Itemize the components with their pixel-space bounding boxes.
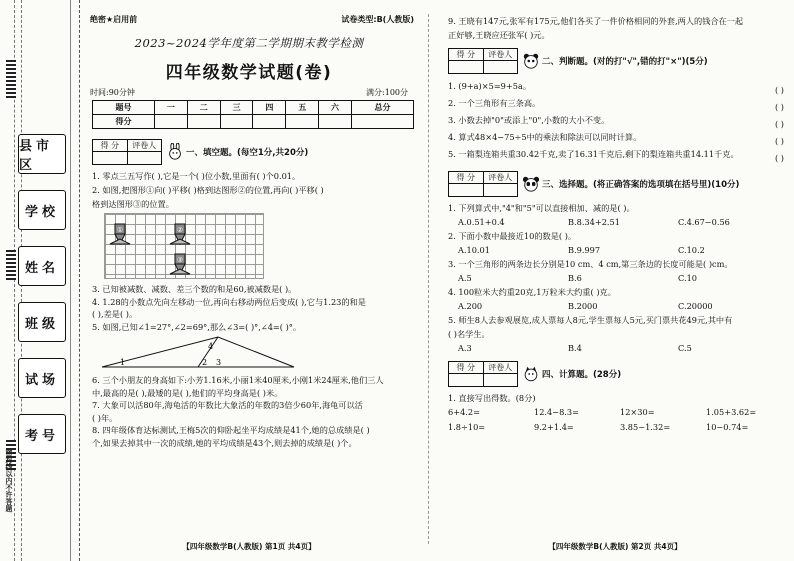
judge-answer[interactable]: ( ) <box>775 153 784 163</box>
choice-option[interactable]: C.10 <box>678 273 697 283</box>
seal-warning: 密封线以内不许答题 <box>5 448 14 512</box>
score-cell[interactable] <box>187 115 220 129</box>
question-fill-1: 1. 零点三五写作( ),它是一个( )位小数,里面有( )个0.01。 <box>92 171 301 181</box>
grade-box-score: 得 分 <box>449 362 484 373</box>
calc-item[interactable]: 10−0.74= <box>706 422 749 432</box>
score-table-header <box>93 101 414 115</box>
section-4-title: 四、计算题。(28分) <box>542 370 622 380</box>
judge-item: 4. 算式48×4−75÷5中的乘法和除法可以同时计算。 <box>448 132 642 142</box>
judge-answer[interactable]: ( ) <box>775 85 784 95</box>
choice-option[interactable]: C.20000 <box>678 301 713 311</box>
question-fill-8: 8. 四年级体育达标测试,王梅5次的仰卧起坐平均成绩是41个,她的总成绩是( ) <box>92 425 370 435</box>
score-header-cell: 五 <box>286 101 319 115</box>
meta-row <box>84 87 414 98</box>
calc-grid <box>448 405 790 435</box>
shape-1 <box>110 224 130 244</box>
shape-3 <box>170 254 190 274</box>
exam-title: 四年级数学试题(卷) <box>165 63 333 83</box>
grade-box-score-cell[interactable] <box>449 61 484 73</box>
question-fill-5: 5. 如图,已知∠1=27°,∠2=69°,那么∠3=( )°,∠4=( )°。 <box>92 321 302 332</box>
score-header-cell: 题号 <box>93 101 155 115</box>
judge-item: 1. (9+a)×5=9+5a。 <box>448 81 532 91</box>
judge-answer[interactable]: ( ) <box>775 119 784 129</box>
section-1-header <box>92 139 414 165</box>
score-cell[interactable] <box>253 115 286 129</box>
page-2 <box>440 14 790 554</box>
grade-box <box>448 361 518 387</box>
calc-item[interactable]: 9.2+1.4= <box>534 422 574 432</box>
page1-footer: 【四年级数学B(人教版) 第1页 共4页】 <box>182 542 316 551</box>
choice-option[interactable]: B.2000 <box>568 301 598 311</box>
grade-box-grader-cell[interactable] <box>484 374 518 386</box>
shape-2 <box>170 224 190 244</box>
score-cell[interactable] <box>155 115 188 129</box>
grade-box-score-cell[interactable] <box>449 184 484 196</box>
grade-box <box>448 48 518 74</box>
field-school: 学校 <box>18 190 66 230</box>
angle-label-4: 4 <box>208 342 214 351</box>
judge-answer[interactable]: ( ) <box>775 102 784 112</box>
calc-item[interactable]: 6+4.2= <box>448 407 480 417</box>
choice-options <box>458 215 790 229</box>
score-cell[interactable] <box>286 115 319 129</box>
question-fill-7: 7. 大象可以活80年,海龟活的年数比大象活的年数的3倍少60年,海龟可以活 <box>92 400 363 410</box>
judge-answer[interactable]: ( ) <box>775 136 784 146</box>
field-county: 县市区 <box>18 134 66 174</box>
section-3-title: 三、选择题。(将正确答案的选项填在括号里)(10分) <box>542 180 740 190</box>
calc-item[interactable]: 1.05+3.62= <box>706 407 757 417</box>
choice-option[interactable]: A.5 <box>458 273 472 283</box>
choice-option[interactable]: C.4.67−0.56 <box>678 217 730 227</box>
choice-option[interactable]: C.5 <box>678 343 692 353</box>
page2-footer: 【四年级数学B(人教版) 第2页 共4页】 <box>548 542 682 551</box>
grade-box-score-cell[interactable] <box>93 152 128 164</box>
choice-options <box>458 243 790 257</box>
choice-options <box>458 341 790 355</box>
field-exam-number: 考号 <box>18 414 66 454</box>
calc-intro: 1. 直接写出得数。(8分) <box>448 393 536 403</box>
full-marks-label: 满分:100分 <box>366 88 408 97</box>
question-fill-3: 3. 已知被减数、减数、差三个数的和是60,被减数是( )。 <box>92 284 297 294</box>
choice-option[interactable]: A.10.01 <box>458 245 490 255</box>
panda-mascot-icon <box>522 175 540 193</box>
choice-option[interactable]: B.6 <box>568 273 582 283</box>
bear-mascot-icon <box>522 52 540 70</box>
question-fill-6: 6. 三个小朋友的身高如下:小芳1.16米,小丽1米40厘米,小刚1米24厘米,他们三人 <box>92 375 384 385</box>
grade-box-score-cell[interactable] <box>449 374 484 386</box>
section-4-header <box>448 361 790 387</box>
grade-box-grader-cell[interactable] <box>484 61 518 73</box>
grade-box-score: 得 分 <box>93 140 128 151</box>
exam-subtitle: 2023~2024学年度第二学期期末教学检测 <box>134 36 364 50</box>
time-label: 时间:90分钟 <box>90 88 135 97</box>
choice-option[interactable]: C.10.2 <box>678 245 705 255</box>
score-header-cell: 三 <box>220 101 253 115</box>
section-1-title: 一、填空题。(每空1分,共20分) <box>186 148 309 158</box>
judge-item: 3. 小数去掉"0"或添上"0",小数的大小不变。 <box>448 115 610 125</box>
section-2-title: 二、判断题。(对的打"√",错的打"×")(5分) <box>542 57 708 67</box>
question-fill-4-cont: ( ),差是( )。 <box>92 309 138 319</box>
binding-strip <box>0 0 80 561</box>
choice-option[interactable]: A.200 <box>458 301 483 311</box>
question-fill-8-cont: 个,如果去掉其中一次的成绩,她的平均成绩是43个,则去掉的成绩是( )个。 <box>92 437 357 448</box>
score-table-row <box>93 115 414 129</box>
calc-item[interactable]: 12×30= <box>620 407 655 417</box>
score-header-cell: 六 <box>319 101 352 115</box>
calc-item[interactable]: 12.4−8.3= <box>534 407 579 417</box>
question-fill-2-cont: 格到达图形③的位置。 <box>92 199 174 209</box>
score-header-cell: 总分 <box>351 101 413 115</box>
choice-option[interactable]: B.8.34+2.51 <box>568 217 620 227</box>
judge-list <box>440 78 790 163</box>
angle-triangle-figure <box>98 335 298 371</box>
grade-box <box>448 171 518 197</box>
choice-option[interactable]: B.9.997 <box>568 245 601 255</box>
cat-mascot-icon <box>522 365 540 383</box>
grade-box-grader-cell[interactable] <box>484 184 518 196</box>
grade-box-grader: 评卷人 <box>488 363 513 372</box>
question-fill-7-cont: ( )年。 <box>92 412 118 423</box>
score-cell[interactable] <box>351 115 413 129</box>
page-divider <box>428 14 429 544</box>
grade-box-score: 得 分 <box>449 49 484 60</box>
grade-box-grader-cell[interactable] <box>128 152 162 164</box>
choice-question: 4. 100粒米大约重20克,1万粒米大约重( )克。 <box>448 287 616 297</box>
field-class: 班级 <box>18 302 66 342</box>
section-2-header <box>448 48 790 74</box>
paper-type: 试卷类型:B(人教版) <box>341 15 414 24</box>
student-info-column <box>18 134 66 454</box>
score-header-cell: 四 <box>253 101 286 115</box>
choice-options <box>458 299 790 313</box>
barcode-mark <box>6 250 16 280</box>
angle-label-2: 2 <box>202 358 208 367</box>
question-fill-6-cont: 中,最高的是( ),最矮的是( ),他们的平均身高是( )米。 <box>92 387 283 398</box>
angle-label-3: 3 <box>216 358 222 367</box>
field-name: 姓名 <box>18 246 66 286</box>
choice-option[interactable]: A.3 <box>458 343 472 353</box>
grade-box-grader: 评卷人 <box>488 173 513 182</box>
score-row-label: 得分 <box>93 115 155 129</box>
question-fill-4: 4. 1.28的小数点先向左移动一位,再向右移动两位后变成( ),它与1.23的和是 <box>92 296 366 307</box>
fold-line <box>70 0 71 561</box>
choice-options <box>458 271 790 285</box>
score-header-cell: 二 <box>187 101 220 115</box>
choice-question: 2. 下面小数中最接近10的数是( )。 <box>448 231 577 241</box>
choice-option[interactable]: A.0.51+0.4 <box>458 217 505 227</box>
choice-question: 3. 一个三角形的两条边长分别是10 cm、4 cm,第三条边的长度可能是( )cm。 <box>448 259 733 269</box>
choice-option[interactable]: B.4 <box>568 343 582 353</box>
score-table <box>92 100 414 129</box>
score-cell[interactable] <box>220 115 253 129</box>
question-fill-9-cont: 正好够,王晓应还张军( )元。 <box>448 30 550 40</box>
translation-grid-figure <box>104 213 264 279</box>
svg-text:②: ② <box>176 226 184 234</box>
choice-question: 1. 下列算式中,"4"和"5"可以直接相加、减的是( )。 <box>448 203 635 213</box>
angle-label-1: 1 <box>120 358 126 367</box>
section-3-header <box>448 171 790 197</box>
choice-question: 5. 师生8人去参观展览,成人票每人8元,学生票每人5元,买门票共花49元,其中有 <box>448 315 733 325</box>
page-1 <box>84 14 414 554</box>
judge-answer-column <box>775 82 784 167</box>
grade-box-grader: 评卷人 <box>132 141 157 150</box>
grade-box <box>92 139 162 165</box>
calc-item[interactable]: 3.85−1.32= <box>620 422 671 432</box>
calc-item[interactable]: 1.8÷10= <box>448 422 486 432</box>
barcode-mark <box>6 60 16 100</box>
svg-text:①: ① <box>116 226 124 234</box>
grade-box-grader: 评卷人 <box>488 50 513 59</box>
field-room: 试场 <box>18 358 66 398</box>
question-fill-9: 9. 王晓有147元,张军有175元,他们各买了一件价格相同的外套,两人的钱合在一起 <box>448 16 744 26</box>
score-cell[interactable] <box>319 115 352 129</box>
choice-question-cont: ( )名学生。 <box>448 329 490 339</box>
question-fill-2: 2. 如图,把图形①向( )平移( )格到达图形②的位置,再向( )平移( ) <box>92 185 324 195</box>
grade-box-score: 得 分 <box>449 172 484 183</box>
judge-item: 5. 一箱梨连箱共重30.42千克,卖了16.31千克后,剩下的梨连箱共重14.11千克。 <box>448 149 739 159</box>
judge-item: 2. 一个三角形有三条高。 <box>448 98 541 108</box>
score-header-cell: 一 <box>155 101 188 115</box>
page1-header <box>90 14 414 25</box>
rabbit-mascot-icon <box>166 143 184 161</box>
secret-label: 绝密★启用前 <box>90 15 138 24</box>
svg-text:③: ③ <box>176 256 184 264</box>
